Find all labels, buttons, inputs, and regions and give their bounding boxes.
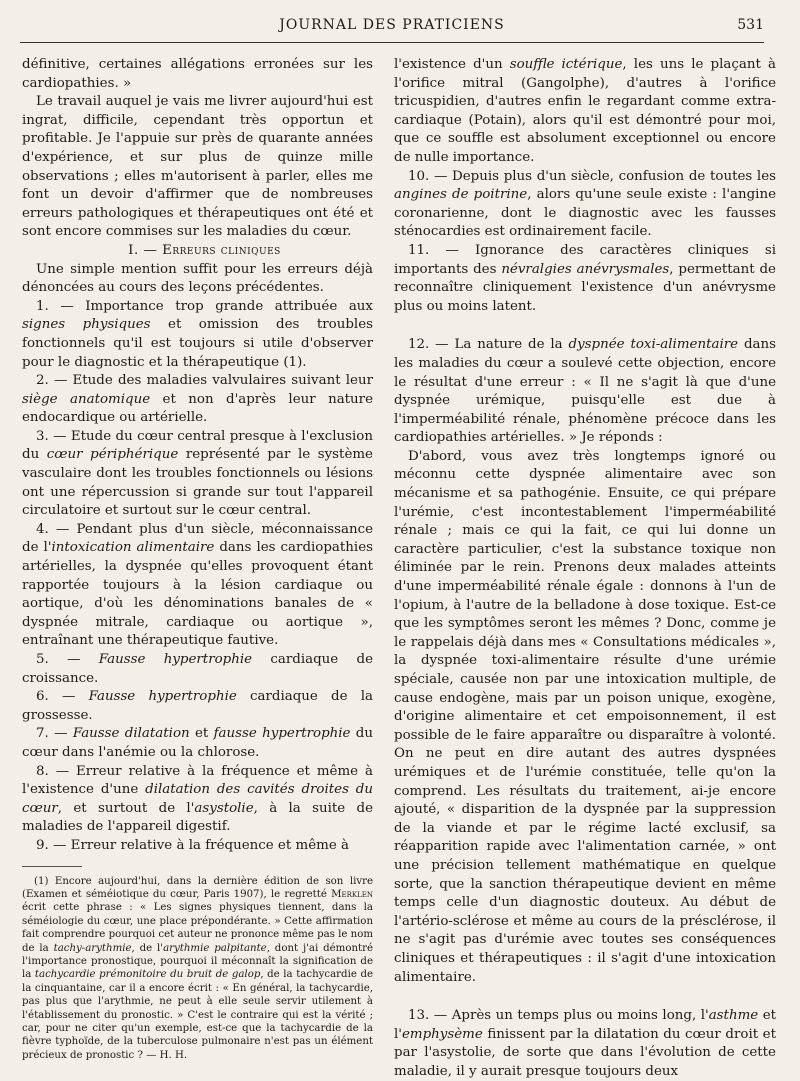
italic-text: emphysème xyxy=(401,1026,483,1042)
list-item xyxy=(22,521,373,651)
section-heading: I. — Erreurs cliniques xyxy=(128,242,281,258)
paragraph: Une simple mention suffit pour les erreurs déjà dénoncées au cours des leçons précédentes. xyxy=(22,261,373,296)
text-span: , dont j'ai démontré l'importance pronostique, pourquoi il méconnaît la signification de la xyxy=(22,942,374,981)
list-item xyxy=(22,428,373,521)
paragraph: D'abord, vous avez très longtemps ignoré ou méconnu cette dyspnée alimentaire avec son mécanisme et sa pathogénie. Ensuite, ce qui prépare l'urémie, c'est incontestablement l'imperméabilité rénale ; mais ce qui la fait, ce qui lui donne un caractère particulier, c'est la substance toxique non éliminée par le rein. Prenons deux malades atteints d'une imperméabilité rénale égale : donnons à l'un de l'opium, à l'autre de la belladone à dose toxique. Est-ce que les symptômes seront les mêmes ? Donc, comme je le rappelais déjà dans mes « Consultations médicales », la dyspnée toxi-alimentaire résulte d'une urémie spéciale, causée non par une intoxication multiple, de cause endogène, mais par un poison unique, exogène, d'origine alimentaire et cet empoisonnement, il est possible de le faire apparaître ou disparaître à volonté. On ne peut en dire autant des autres dyspnées urémiques et de l'urémie constituée, telle qu'on la comprend. Les résultats du traitement, ai-je encore ajouté, « disparition de la dyspnée par la suppression de la viande et par le régime lacté exclusif, sa réapparition rapide avec l'alimentation carnée, » ont une précision tellement mathématique en quelque sorte, que la sanction thérapeutique devient en même temps celle d'un diagnostic douteux. Au début de l'artério-sclérose et même au cours de la présclérose, il ne s'agit pas d'urémie avec toutes ses conséquences cliniques et thérapeutiques : il s'agit d'une intoxication alimentaire. xyxy=(394,448,776,985)
header-rule xyxy=(20,42,764,43)
italic-text: fausse hypertrophie xyxy=(213,726,351,742)
footnote-separator xyxy=(22,866,82,867)
text-span: 4. — Pendant plus d'un siècle, méconnaissance de l' xyxy=(22,521,373,556)
list-item xyxy=(22,298,373,372)
text-span: 8. — Erreur relative à la fréquence et même à l'existence d'une xyxy=(22,763,373,798)
text-span: du cœur dans l'anémie ou la chlorose. xyxy=(22,726,374,760)
journal-title: JOURNAL DES PRATICIENS xyxy=(279,17,505,33)
text-span: et omission des troubles fonctionnels qu'il est toujours si utile d'observer pour le diagnostic et la thérapeutique (1). xyxy=(22,317,374,370)
text-span: , de l' xyxy=(131,942,164,954)
list-item xyxy=(394,1007,776,1081)
text-span: , de la tachycardie de la cinquantaine, car il a encore écrit : « En général, la tachycardie, pas plus que l'arythmie, ne peut à elle seule servir utilement à l'établissement du pronostic. » C'est le contraire qui est la vérité ; car, pour ne citer qu'un exemple, est-ce que la tachycardie de la fièvre typhoïde, de la tuberculose pulmonaire n'est pas un élément précieux de pronostic ? — H. H. xyxy=(22,969,373,1061)
text-span: , alors qu'une seule existe : l'angine coronarienne, dont le diagnostic avec les fausses sténocardies est ordinairement facile. xyxy=(394,187,777,240)
text-span: , permettant de reconnaître cliniquement l'existence d'un anévrysme plus ou moins latent. xyxy=(394,261,776,314)
text-span: (1) Encore aujourd'hui, dans la dernière édition de son livre (Examen et séméiotique du cœur, Paris 1907), le regretté xyxy=(22,875,373,900)
list-item xyxy=(22,763,373,837)
list-item xyxy=(22,688,373,725)
running-header xyxy=(20,14,764,36)
text-span: finissent par la dilatation du cœur droit et par l'asystolie, de sorte que dans l'évolution de cette maladie, il y aurait presque toujours deux xyxy=(394,1026,776,1079)
text-span: cardiaque de la grossesse. xyxy=(22,689,373,723)
list-item xyxy=(22,372,373,428)
italic-text: signes physiques xyxy=(22,317,151,333)
text-span: écrit cette phrase : « Les signes physiques tiennent, dans la séméiologie du cœur, une place prépondérante. » Cette affirmation fait comprendre pourquoi cet auteur ne prononce même pas le nom de la xyxy=(22,902,374,954)
text-span: 10. — Depuis plus d'un siècle, confusion de toutes les xyxy=(408,168,776,184)
paragraph: Le travail auquel je vais me livrer aujourd'hui est ingrat, difficile, cependant très opportun et profitable. Je l'appuie sur près de quarante années d'expérience, et sur plus de quinze mille observations ; elles m'autorisent à parler, elles me font un devoir d'affirmer que de nombreuses erreurs pathologiques et thérapeutiques ont été et sont encore commises sur les maladies du cœur. xyxy=(22,94,373,240)
italic-text: asystolie xyxy=(194,800,254,816)
italic-text: Fausse dilatation xyxy=(72,726,190,742)
italic-text: névralgies anévrysmales xyxy=(501,261,670,277)
paragraph: définitive, certaines allégations erronées sur les cardiopathies. » xyxy=(22,57,373,91)
list-item xyxy=(394,168,776,242)
left-column xyxy=(22,56,373,1062)
text-span: 5. — xyxy=(36,652,99,667)
italic-text: cœur périphérique xyxy=(46,447,179,463)
right-column xyxy=(394,56,776,1081)
text-span: et non d'après leur nature endocardique ou artérielle. xyxy=(22,391,374,426)
text-span: 11. — Ignorance des caractères cliniques si importants des xyxy=(394,242,776,277)
paragraph xyxy=(394,56,776,168)
italic-text: dilatation des cavités droites du cœur xyxy=(22,782,374,816)
italic-text: arythmie palpitante xyxy=(163,942,267,954)
text-span: , à la suite de maladies de l'appareil digestif. xyxy=(22,800,373,835)
footnote xyxy=(22,875,373,1063)
text-span: 13. — Après un temps plus ou moins long, l' xyxy=(408,1008,709,1024)
text-span: et l' xyxy=(394,1008,776,1042)
list-item xyxy=(22,725,373,762)
text-span: , les uns le plaçant à l'orifice mitral (Gangolphe), d'autres à l'orifice tricuspidien, d'autres enfin le regardant comme extra-cardiaque (Potain), alors qu'il est démontré pour moi, que ce souffle est absolument exceptionnel ou encore de nulle importance. xyxy=(394,57,776,165)
text-span: représenté par le système vasculaire dont les troubles fonctionnels ou lésions ont une répercussion si grande sur tout l'appareil circulatoire et surtout sur le cœur central. xyxy=(22,447,373,519)
text-span: et xyxy=(189,726,214,742)
italic-text: dyspnée toxi-alimentaire xyxy=(568,337,739,353)
italic-text: siège anatomique xyxy=(22,391,151,407)
list-item: 9. — Erreur relative à la fréquence et même à xyxy=(36,837,349,853)
text-span: 1. — Importance trop grande attribuée aux xyxy=(36,298,373,314)
italic-text: tachy-arythmie xyxy=(53,942,132,954)
text-span: 12. — La nature de la xyxy=(408,337,569,353)
italic-text: angines de poitrine xyxy=(394,187,528,203)
italic-text: Fausse hypertrophie xyxy=(88,689,237,705)
text-span: dans les cardiopathies artérielles, la dyspnée qu'elles provoquent étant rapportée toujours à la lésion cardiaque ou aortique, d'où les dénominations banales de « dyspnée mitrale, cardiaque ou aortique », entraînant une thérapeutique fautive. xyxy=(22,540,374,649)
page-number: 531 xyxy=(737,17,764,33)
list-item xyxy=(22,651,373,688)
italic-text: tachycardie prémonitoire du bruit de galop xyxy=(34,969,261,981)
list-item xyxy=(394,336,776,448)
italic-text: asthme xyxy=(708,1008,759,1024)
text-span: 6. — xyxy=(36,689,89,705)
italic-text: souffle ictérique xyxy=(509,57,623,72)
text-span: dans les maladies du cœur a soulevé cette objection, encore le résultat d'une erreur : « Il ne s'agit là que d'une dyspnée urémique, puisqu'elle est due à l'imperméabilité rénale, phénomène précoce dans les cardiopathies artérielles. » Je réponds : xyxy=(394,337,776,446)
text-span: cardiaque de croissance. xyxy=(22,652,373,686)
italic-text: Fausse hypertrophie xyxy=(98,652,253,667)
text-span: , et surtout de l' xyxy=(57,800,195,816)
italic-text: intoxication alimentaire xyxy=(51,540,215,556)
text-span: 2. — Etude des maladies valvulaires suivant leur xyxy=(36,373,373,389)
text-span: 3. — Etude du cœur central presque à l'exclusion du xyxy=(22,428,373,463)
text-span: 7. — xyxy=(36,726,73,742)
text-span: Merklen xyxy=(331,888,373,900)
text-span: l'existence d'un xyxy=(394,57,510,72)
list-item xyxy=(394,242,776,316)
